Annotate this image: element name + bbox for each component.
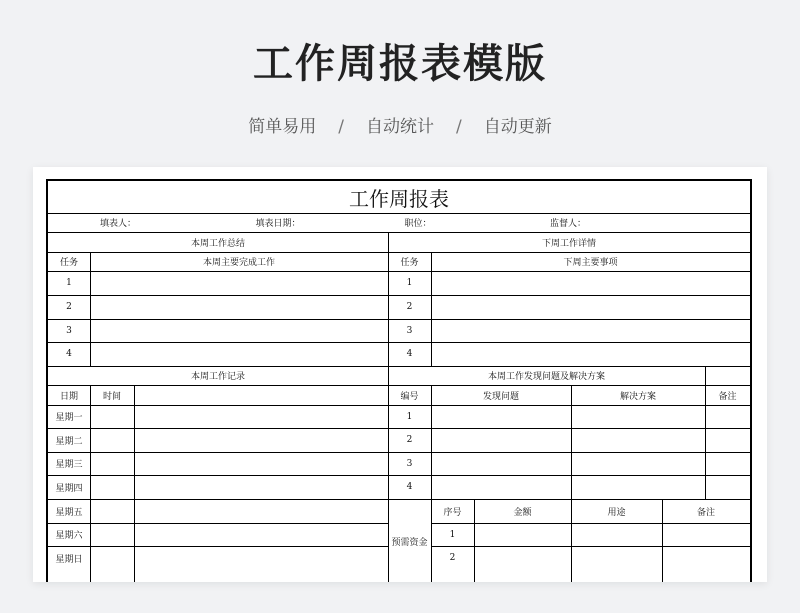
record-time-header: 时间 bbox=[102, 391, 121, 402]
issues-solution-header: 解决方案 bbox=[619, 391, 656, 402]
record-day: 星期六 bbox=[55, 531, 83, 541]
funds-row-number: 2 bbox=[449, 553, 456, 563]
summary-heading: 本周工作总结 bbox=[190, 238, 245, 249]
separator: / bbox=[338, 117, 344, 137]
record-day: 星期四 bbox=[55, 483, 83, 494]
issue-row-number: 3 bbox=[406, 458, 413, 469]
funds-no-header: 序号 bbox=[443, 507, 462, 518]
summary-row-number: 4 bbox=[66, 349, 72, 359]
summary-main-header: 本周主要完成工作 bbox=[202, 258, 275, 268]
funds-use-header: 用途 bbox=[607, 507, 626, 518]
next-row-number: 1 bbox=[406, 278, 413, 288]
page-title: 工作周报表模版 bbox=[253, 41, 547, 87]
feature-item: 简单易用 bbox=[248, 117, 317, 137]
summary-row-number: 1 bbox=[66, 278, 72, 288]
filler-label: 填表人： bbox=[99, 219, 136, 229]
next-row-number: 2 bbox=[406, 302, 413, 312]
issues-problem-header: 发现问题 bbox=[482, 391, 519, 402]
issues-note-header: 备注 bbox=[718, 391, 737, 402]
weekly-report-form bbox=[46, 179, 752, 582]
form-title: 工作周报表 bbox=[349, 186, 449, 211]
next-row-number: 4 bbox=[406, 349, 413, 359]
record-day: 星期二 bbox=[55, 436, 83, 447]
issues-no-header: 编号 bbox=[400, 391, 419, 402]
position-label: 职位： bbox=[404, 219, 432, 229]
fill-date-label: 填表日期： bbox=[255, 219, 301, 229]
separator: / bbox=[456, 117, 462, 137]
next-week-heading: 下周工作详情 bbox=[541, 238, 596, 249]
feature-item: 自动统计 bbox=[366, 117, 434, 137]
funds-note-header: 备注 bbox=[696, 507, 715, 518]
record-day: 星期一 bbox=[55, 413, 83, 423]
spreadsheet-preview bbox=[33, 167, 767, 582]
issue-row-number: 4 bbox=[406, 482, 413, 492]
feature-list bbox=[0, 112, 800, 137]
next-row-number: 3 bbox=[406, 325, 413, 336]
feature-item: 自动更新 bbox=[483, 117, 552, 137]
issue-row-number: 2 bbox=[406, 435, 413, 445]
supervisor-label: 监督人： bbox=[549, 219, 586, 229]
funds-row-number: 1 bbox=[449, 529, 456, 540]
record-day: 星期日 bbox=[55, 554, 83, 565]
record-day: 星期五 bbox=[55, 507, 83, 518]
funds-amount-header: 金额 bbox=[513, 507, 532, 518]
summary-row-number: 3 bbox=[66, 325, 72, 336]
next-main-header: 下周主要事项 bbox=[563, 258, 618, 268]
summary-task-header: 任务 bbox=[59, 258, 78, 268]
record-heading: 本周工作记录 bbox=[190, 372, 245, 382]
next-task-header: 任务 bbox=[400, 258, 419, 268]
summary-row-number: 2 bbox=[66, 302, 72, 312]
issue-row-number: 1 bbox=[406, 411, 413, 422]
issues-heading: 本周工作发现问题及解决方案 bbox=[487, 372, 605, 382]
record-date-header: 日期 bbox=[59, 391, 78, 402]
funds-label: 预需资金 bbox=[391, 538, 428, 548]
record-day: 星期三 bbox=[55, 460, 83, 470]
